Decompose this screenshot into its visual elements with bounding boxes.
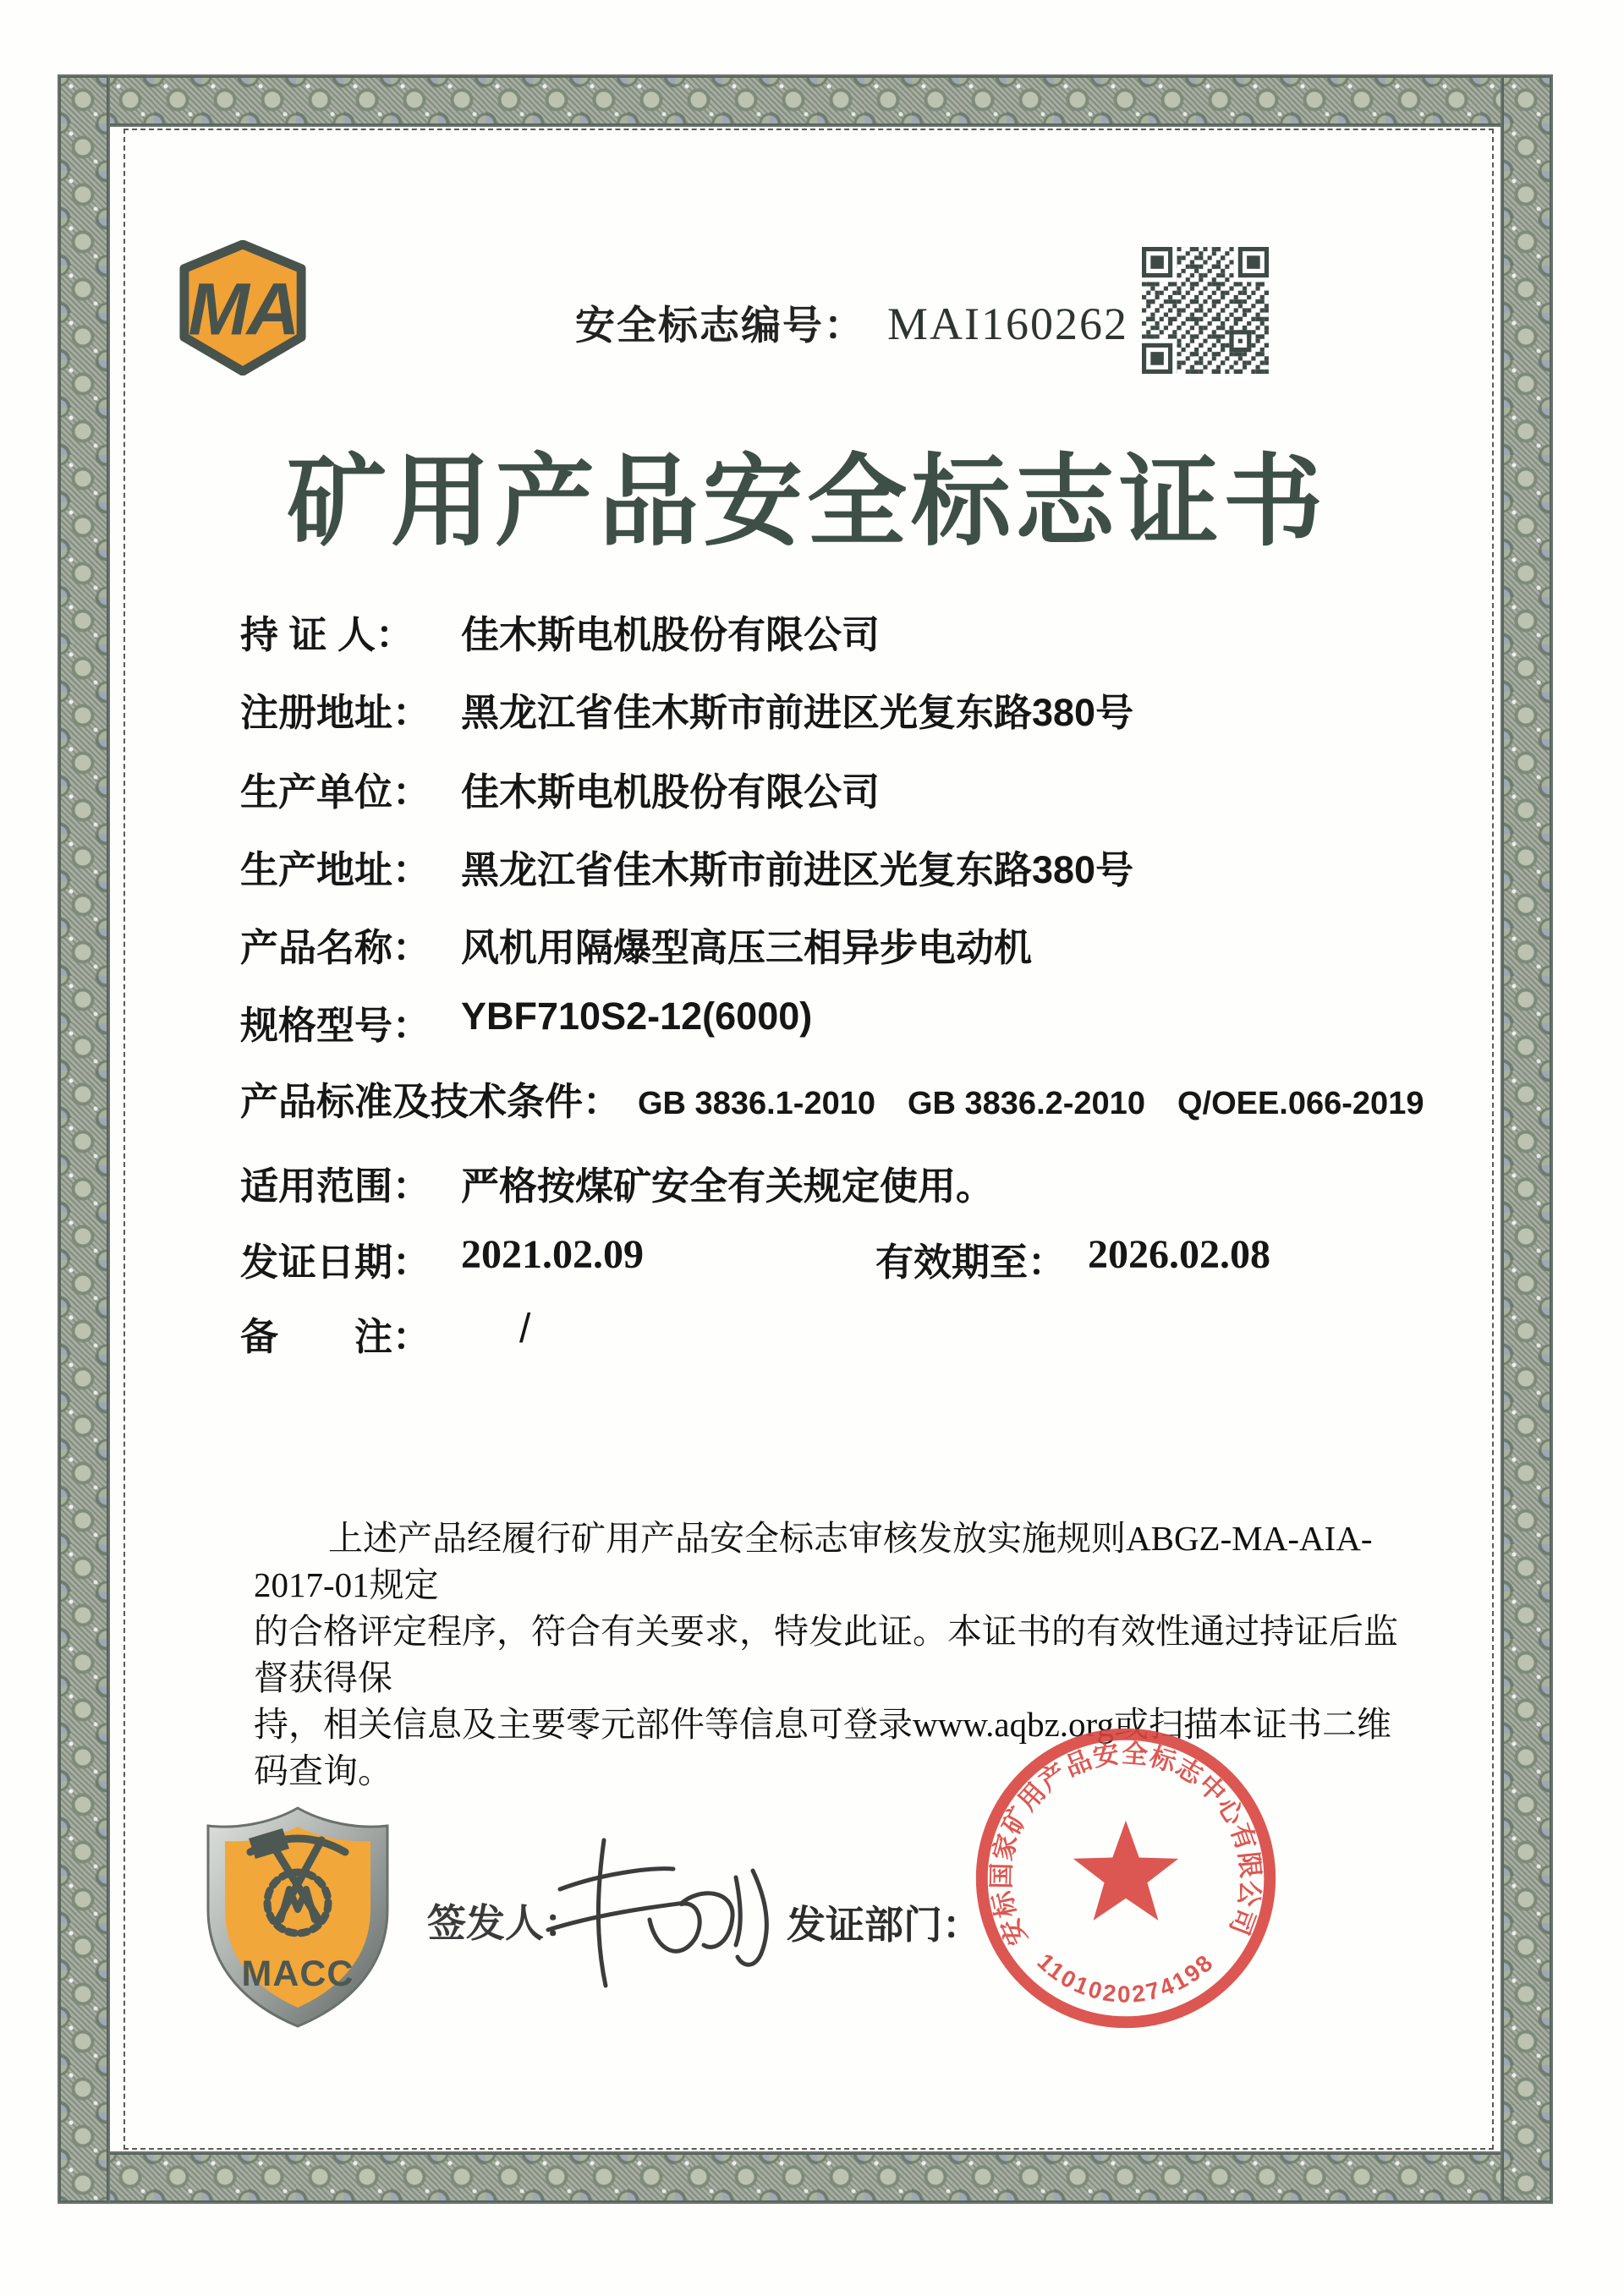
field-value: 黑龙江省佳木斯市前进区光复东路380号 bbox=[461, 691, 1134, 734]
svg-text:1101020274198 bbox=[1032, 1948, 1219, 2008]
field-row-prod-address bbox=[240, 839, 1492, 890]
border-band-bottom bbox=[59, 2153, 1551, 2202]
macc-shield-logo bbox=[196, 1803, 399, 2036]
border-band-right bbox=[1502, 76, 1551, 2202]
field-label: 注册地址： bbox=[240, 691, 431, 734]
macc-logo-text: MACC bbox=[241, 1954, 354, 1994]
remark-value: / bbox=[519, 1307, 531, 1351]
field-row-holder bbox=[240, 604, 1492, 655]
field-row-manufacturer bbox=[240, 761, 1492, 812]
field-value: GB 3836.1-2010 GB 3836.2-2010 Q/OEE.066-2019 bbox=[638, 1086, 1424, 1121]
field-label: 生产地址： bbox=[240, 848, 431, 891]
statement-line: 上述产品经履行矿用产品安全标志审核发放实施规则ABGZ-MA-AIA-2017-01规定 bbox=[254, 1519, 1373, 1604]
field-row-product-name bbox=[240, 917, 1492, 967]
field-value: 严格按煤矿安全有关规定使用。 bbox=[461, 1164, 995, 1208]
page-title: 矿用产品安全标志证书 bbox=[286, 447, 1327, 558]
field-value: 风机用隔爆型高压三相异步电动机 bbox=[461, 926, 1033, 969]
field-row-reg-address bbox=[240, 682, 1492, 732]
cert-number-line bbox=[575, 294, 1128, 351]
signature-handwriting bbox=[523, 1818, 802, 2017]
field-row-scope bbox=[240, 1155, 1492, 1206]
cert-number-label: 安全标志编号： bbox=[575, 303, 865, 348]
statement-line: 的合格评定程序，符合有关要求，特发此证。本证书的有效性通过持证后监督获得保 bbox=[254, 1612, 1398, 1697]
field-row-remark bbox=[240, 1306, 1492, 1356]
qr-code bbox=[1142, 242, 1269, 383]
statement-line: 持，相关信息及主要零元部件等信息可登录www.aqbz.org或扫描本证书二维码查询。 bbox=[254, 1705, 1391, 1790]
field-row-dates bbox=[240, 1231, 1492, 1282]
field-label: 持 证 人： bbox=[240, 613, 414, 656]
field-label: 适用范围： bbox=[240, 1164, 431, 1208]
qr-code-icon bbox=[1142, 242, 1269, 379]
cert-number-value: MAI160262 bbox=[887, 299, 1128, 349]
remark-label: 备 注： bbox=[240, 1315, 431, 1358]
issuing-dept-label: 发证部门： bbox=[787, 1903, 981, 1947]
ma-logo-icon bbox=[176, 240, 310, 375]
seal-number-text: 1101020274198 bbox=[1032, 1948, 1220, 2008]
field-value: 佳木斯电机股份有限公司 bbox=[461, 770, 881, 814]
field-row-model bbox=[240, 995, 1492, 1045]
field-value: YBF710S2-12(6000) bbox=[461, 995, 813, 1038]
valid-until-value: 2026.02.08 bbox=[1088, 1232, 1270, 1277]
valid-until-label: 有效期至： bbox=[875, 1241, 1067, 1284]
seal-company-text: 安标国家矿用产品安全标志中心有限公司 bbox=[986, 1738, 1266, 1950]
issue-date-label: 发证日期： bbox=[240, 1241, 431, 1284]
seal-star bbox=[1073, 1821, 1178, 1921]
field-row-standards bbox=[240, 1071, 1492, 1121]
red-seal-icon bbox=[963, 1715, 1289, 2041]
ma-logo-text: MA bbox=[188, 268, 298, 351]
border-band-top bbox=[59, 76, 1551, 125]
ma-safety-mark-logo bbox=[176, 240, 310, 380]
field-label: 规格型号： bbox=[240, 1004, 431, 1047]
field-label: 产品名称： bbox=[240, 926, 431, 969]
macc-shield-icon bbox=[196, 1803, 399, 2031]
field-label: 生产单位： bbox=[240, 770, 431, 814]
issue-date-value: 2021.02.09 bbox=[461, 1232, 644, 1277]
field-label: 产品标准及技术条件： bbox=[240, 1080, 622, 1123]
official-red-seal bbox=[963, 1715, 1289, 2046]
field-value: 佳木斯电机股份有限公司 bbox=[461, 613, 881, 656]
field-value: 黑龙江省佳木斯市前进区光复东路380号 bbox=[461, 848, 1134, 891]
signer-label: 签发人： bbox=[427, 1901, 583, 1945]
border-band-left bbox=[59, 76, 108, 2202]
